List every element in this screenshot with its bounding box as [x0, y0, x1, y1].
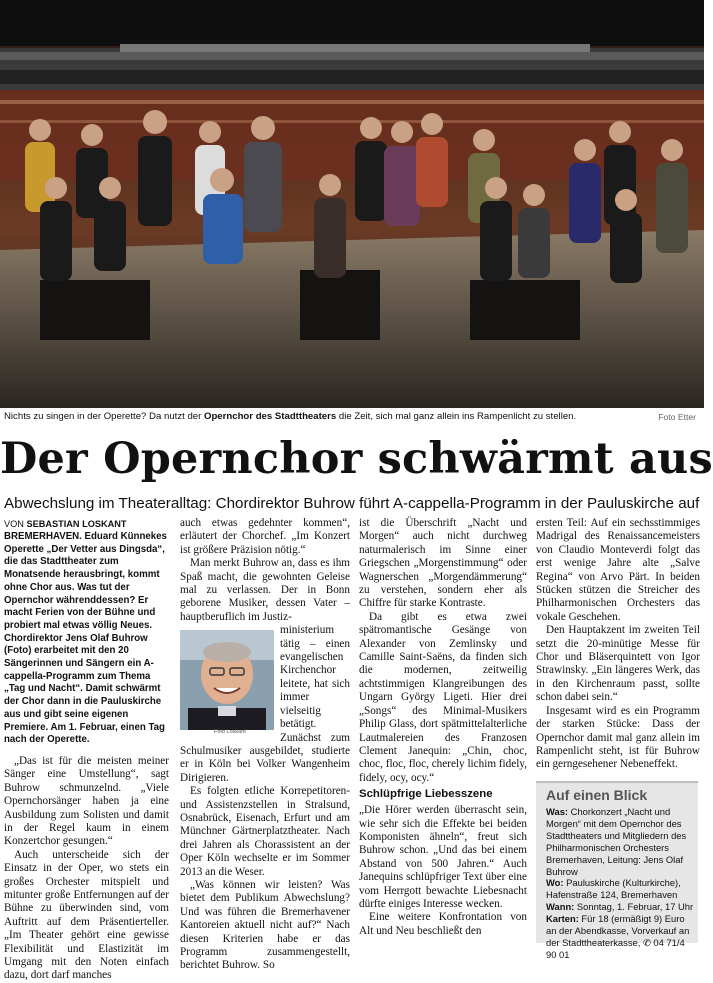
info-when: [536, 901, 698, 913]
choir-photo: [0, 0, 704, 408]
article-column-2: [180, 517, 350, 972]
photo-caption: [4, 410, 700, 424]
paragraph: „Das ist für die meisten meiner Sänger eine Umstellung“, sagt Buhrow schmunzelnd. „Viele Opernchorsänger haben ja eine Ausbildung zum Solisten und damit in der Regel kaum in einem Konzertchor gesungen.“: [4, 754, 169, 848]
info-tickets-label: Karten:: [546, 913, 579, 925]
info-phone: 04 71/4 90 01: [546, 936, 685, 960]
paragraph: „Was können wir leisten? Was bietet dem Publikum Abwechslung? Und was führen die Bremerhavener Kantoreien aktuell nicht auf?“ Nach diesen Kriterien habe er das Programm zusammengestellt, berichtet Buhrow. So: [180, 878, 350, 972]
article-column-1: [4, 517, 169, 982]
paragraph: Da gibt es etwa zwei spätromantische Gesänge von Alexander von Zemlinsky und Camille Saint-Saëns, da finden sich die modernen, zeitweilig achtstimmigen Klangreibungen des Ungarn György Ligeti. Hier drei „Songs“ des Minimal-Musikers Philip Glass, dort spätmittelalterliche Lautmalereien des Franzosen Clement Janequin: „Chin, choc, choc, floc, floc, cherely lichim fidely, fidely, ocy, ocy.“: [359, 610, 527, 784]
paragraph: auch etwas gedehnter kommen“, erläutert der Chorchef. „Im Konzert ist größere Präzision nötig.“: [180, 517, 350, 556]
photo-credit: Foto Etter: [658, 412, 696, 422]
caption-text-bold: Opernchor des Stadttheaters: [203, 411, 337, 422]
info-where-text: Pauluskirche (Kulturkirche), Hafenstraße 124, Bremerhaven: [546, 877, 681, 901]
section-subhead: Schlüpfrige Liebesszene: [359, 788, 493, 801]
headline: Der Opernchor schwärmt aus: [0, 434, 713, 484]
caption-text-prefix: Nichts zu singen in der Operette? Da nutzt der: [4, 411, 204, 422]
info-where-label: Wo:: [546, 877, 564, 889]
paragraph: Insgesamt wird es ein Programm der starken Stücke: Dass der Opernchor damit mal ganz allein im Rampenlicht steht, ist für Buhrow ein gerngesehener Nebeneffekt.: [536, 704, 700, 771]
info-what-text: Chorkonzert „Nacht und Morgen“ mit dem Opernchor des Stadttheaters und Mitgliedern des Philharmonischen Orchesters Bremerhaven, Leitung: Jens Olaf Buhrow: [546, 806, 687, 877]
article-column-3: [359, 517, 527, 945]
article-column-4: [536, 517, 700, 777]
paragraph: ersten Teil: Auf ein sechsstimmiges Madrigal des Renaissancemeisters von Claudio Monteverdi folgt das erst wenige Jahre alte „Salve Regina“ von Arvo Pärt. In beiden Stücken stützen die Streicher des Philharmonischen Orchesters das vokale Geschehen.: [536, 517, 700, 623]
paragraph: Eine weitere Konfrontation von Alt und Neu beschließt den: [359, 911, 527, 937]
portrait-image: [180, 630, 274, 730]
byline: [4, 517, 169, 531]
caption-text-suffix: die Zeit, sich mal ganz allein ins Rampenlicht zu stellen.: [336, 411, 577, 422]
info-tickets-text: Für 18 (ermäßigt 9) Euro an der Abendkasse, Vorverkauf an der Stadttheaterkasse,: [546, 913, 690, 948]
info-box: [536, 781, 698, 960]
subheadline: Abwechslung im Theateralltag: Chordirektor Buhrow führt A-cappella-Programm in der Pauluskirche auf: [4, 495, 700, 512]
byline-prefix: VON: [4, 519, 27, 529]
info-what-label: Was:: [546, 806, 569, 817]
paragraph: „Die Hörer werden überrascht sein, wie sehr sich die Effekte bei beiden Komponisten ähneln“, freut sich Buhrow schon. „Und das bei einem Abstand von 500 Jahren.“ Auch Janequins schlüpfriger Text über eine vom Herrgott bewachte Liebesnacht dürfte einiges Interesse wecken.: [359, 804, 527, 910]
paragraph: ministerium tätig – einen evangelischen Kirchenchor leitete, hat sich immer vielseitig betätigt. Zunächst zum Schulmusiker ausgebildet, studierte er in Köln bei Volker Wangenheim Dirigieren.: [180, 624, 350, 784]
info-when-label: Wann:: [546, 901, 575, 913]
info-tickets: [536, 913, 698, 961]
phone-icon: ✆: [642, 936, 651, 948]
info-where: [536, 877, 698, 901]
info-what: [536, 806, 698, 877]
article-lead: BREMERHAVEN. Eduard Künnekes Operette „Der Vetter aus Dingsda“, die das Stadttheater zum Monatsende herausbringt, kommt ohne Chor aus. Was tut der Opernchor währenddessen? Er macht Ferien von der Bühne und probiert mal etwas völlig Neues. Chordirektor Jens Olaf Buhrow (Foto) erarbeitet mit den 20 Sängerinnen und Sängern ein A-cappella-Programm zum Thema „Tag und Nacht“. Damit schwärmt der Chor dann in die Pauluskirche aus und gibt seine eigenen Premiere. Am 1. Februar, einen Tag nach der Operette.: [4, 531, 167, 746]
paragraph: ist die Überschrift „Nacht und Morgen“ auch nicht durchweg naturmalerisch im Sinne einer Griegschen „Morgenstimmung“ oder Wagnerschen „Morgendämmerung“ zu verstehen, sondern eher als Chiffre für starke Kontraste.: [359, 517, 527, 610]
portrait-credit: Foto Loskant: [214, 729, 246, 736]
byline-author: SEBASTIAN LOSKANT: [26, 519, 127, 529]
choir-photo-illustration: [0, 0, 704, 408]
paragraph: Den Hauptakzent im zweiten Teil setzt die 20-minütige Messe für Chor und Bläserquintett von Igor Strawinsky. „Ein längeres Werk, das in den Kirchenraum passt, sollte schon dabei sein.“: [536, 624, 700, 704]
paragraph: Es folgten etliche Korrepetitoren- und Assistenzstellen in Stralsund, Osnabrück, Eisenach, Erfurt und am Münchner Gärtnerplatztheater. Nach drei Jahren als Chorassistent an der Oper Köln wechselte er im Sommer 2013 an die Weser.: [180, 785, 350, 878]
paragraph: Auch unterscheide sich der Einsatz in der Oper, wo stets ein großes Orchester mitspielt und mitunter große Entfernungen auf der Bühne zu überwinden sind, vom Auftritt auf dem Präsentierteller. „Im Theater gehört eine gewisse Flexibilität und Elastizität im Umgang mit den Noten einfach dazu, dort darf manches: [4, 848, 169, 982]
paragraph: Man merkt Buhrow an, dass es ihm Spaß macht, die gewohnten Geleise mal zu verlassen. Der in Bonn geborene Musiker, dessen Vater – hauptberuflich im Justiz-: [180, 557, 350, 623]
info-when-text: Sonntag, 1. Februar, 17 Uhr: [574, 901, 694, 913]
portrait-photo: [180, 630, 274, 734]
info-box-title: Auf einen Blick: [546, 787, 648, 803]
